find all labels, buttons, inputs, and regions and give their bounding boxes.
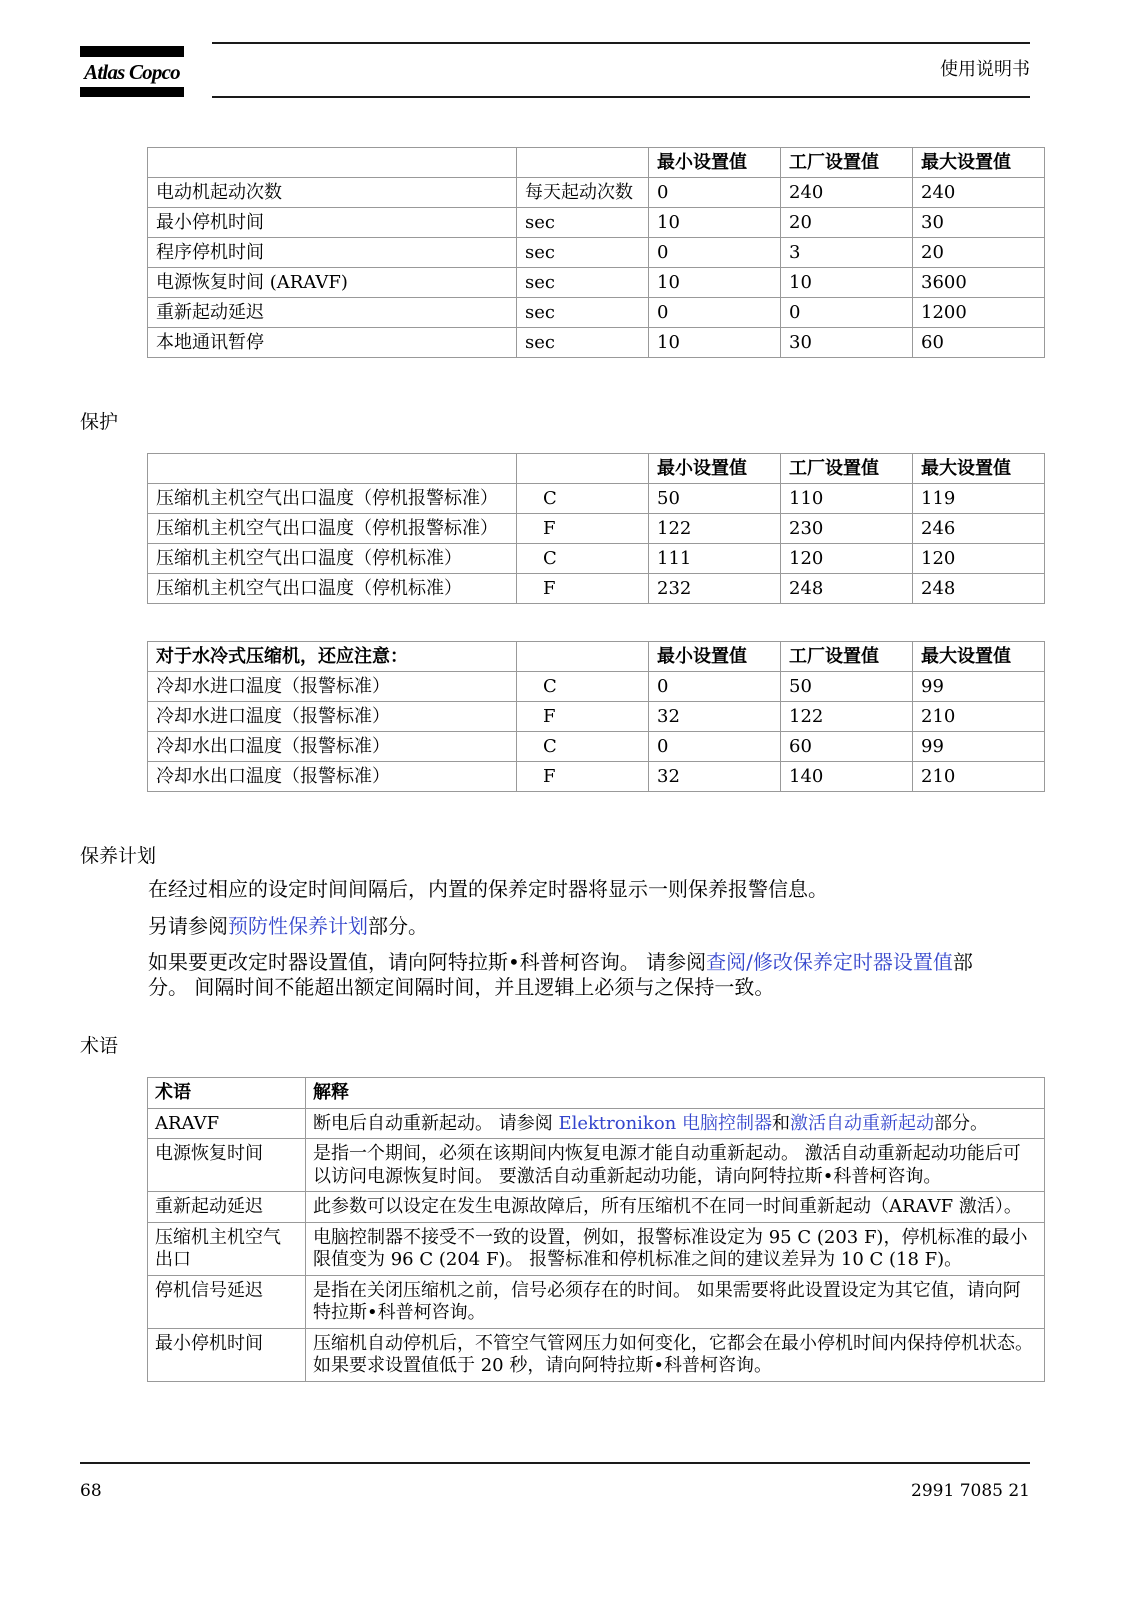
table-header-row: [148, 1078, 1045, 1109]
header-cell-title: 对于水冷式压缩机，还应注意：: [148, 642, 517, 672]
max-value-cell: 60: [913, 328, 1045, 358]
unit-cell: sec: [517, 208, 649, 238]
header-cell-factory: 工厂设置值: [781, 454, 913, 484]
max-value-cell: 240: [913, 178, 1045, 208]
header-cell-empty: [148, 454, 517, 484]
document-type-label: 使用说明书: [940, 59, 1030, 80]
max-value-cell: 3600: [913, 268, 1045, 298]
max-value-cell: 248: [913, 574, 1045, 604]
max-value-cell: 120: [913, 544, 1045, 574]
explanation-text: 部分。: [934, 1112, 988, 1134]
term-row: [148, 1275, 1045, 1328]
section-heading-protection: 保护: [80, 411, 119, 433]
factory-value-cell: 20: [781, 208, 913, 238]
min-value-cell: 10: [649, 268, 781, 298]
min-value-cell: 0: [649, 298, 781, 328]
factory-value-cell: 248: [781, 574, 913, 604]
header-cell-max: 最大设置值: [913, 148, 1045, 178]
table-row: [148, 762, 1045, 792]
unit-cell: sec: [517, 298, 649, 328]
unit-cell: F: [517, 762, 649, 792]
unit-cell: sec: [517, 268, 649, 298]
unit-cell: F: [517, 514, 649, 544]
setting-name-cell: 冷却水出口温度（报警标准）: [148, 732, 517, 762]
setting-name-cell: 重新起动延迟: [148, 298, 517, 328]
paragraph-text: 部分。: [368, 913, 428, 938]
explanation-cell: 是指在关闭压缩机之前，信号必须存在的时间。 如果需要将此设置设定为其它值，请向阿特拉斯•科普柯咨询。: [306, 1275, 1045, 1328]
term-cell: 重新起动延迟: [148, 1192, 306, 1223]
setting-name-cell: 压缩机主机空气出口温度（停机标准）: [148, 544, 517, 574]
logo-bottom-bar: [80, 87, 184, 97]
term-row: [148, 1108, 1045, 1139]
table-row: [148, 208, 1045, 238]
table-row: [148, 732, 1045, 762]
min-value-cell: 232: [649, 574, 781, 604]
paragraph: [148, 914, 988, 939]
max-value-cell: 20: [913, 238, 1045, 268]
header-cell-min: 最小设置值: [649, 454, 781, 484]
paragraph: [148, 950, 988, 1000]
section-heading-terminology: 术语: [80, 1035, 119, 1057]
table-row: [148, 238, 1045, 268]
term-cell: 停机信号延迟: [148, 1275, 306, 1328]
max-value-cell: 30: [913, 208, 1045, 238]
explanation-text: 和: [772, 1112, 790, 1134]
header-cell-min: 最小设置值: [649, 642, 781, 672]
factory-value-cell: 230: [781, 514, 913, 544]
setting-name-cell: 压缩机主机空气出口温度（停机报警标准）: [148, 484, 517, 514]
page-number: 68: [80, 1481, 102, 1501]
min-value-cell: 0: [649, 178, 781, 208]
unit-cell: F: [517, 574, 649, 604]
factory-value-cell: 140: [781, 762, 913, 792]
setting-name-cell: 程序停机时间: [148, 238, 517, 268]
maintenance-paragraphs: [148, 877, 988, 1012]
header-cell-term: 术语: [148, 1078, 306, 1109]
table-row: [148, 514, 1045, 544]
table-row: [148, 702, 1045, 732]
header-cell-factory: 工厂设置值: [781, 642, 913, 672]
unit-cell: 每天起动次数: [517, 178, 649, 208]
term-row: [148, 1139, 1045, 1192]
term-cell: 电源恢复时间: [148, 1139, 306, 1192]
table-row: [148, 544, 1045, 574]
min-value-cell: 50: [649, 484, 781, 514]
max-value-cell: 119: [913, 484, 1045, 514]
water-cooled-table: [147, 641, 1045, 792]
term-row: [148, 1192, 1045, 1223]
table-row: [148, 574, 1045, 604]
logo-top-bar: [80, 46, 184, 57]
header-top-rule: [212, 42, 1030, 44]
min-value-cell: 0: [649, 732, 781, 762]
footer-rule: [80, 1462, 1030, 1464]
explanation-cell: 此参数可以设定在发生电源故障后，所有压缩机不在同一时间重新起动（ARAVF 激活）。: [306, 1192, 1045, 1223]
setting-name-cell: 最小停机时间: [148, 208, 517, 238]
table-header-row: [148, 642, 1045, 672]
paragraph-text: 如果要更改定时器设置值，请向阿特拉斯•科普柯咨询。 请参阅: [148, 950, 707, 974]
paragraph: 在经过相应的设定时间间隔后，内置的保养定时器将显示一则保养报警信息。: [148, 877, 828, 901]
explanation-cell: 电脑控制器不接受不一致的设置，例如，报警标准设定为 95 C (203 F)，停机标准的最小限值变为 96 C (204 F)。 报警标准和停机标准之间的建议差异为 10 C (18 F)。: [306, 1222, 1045, 1275]
factory-value-cell: 240: [781, 178, 913, 208]
paragraph-text: 另请参阅: [148, 913, 228, 938]
min-value-cell: 122: [649, 514, 781, 544]
max-value-cell: 210: [913, 762, 1045, 792]
table-row: [148, 298, 1045, 328]
header-cell-factory: 工厂设置值: [781, 148, 913, 178]
setting-name-cell: 冷却水出口温度（报警标准）: [148, 762, 517, 792]
factory-value-cell: 120: [781, 544, 913, 574]
max-value-cell: 1200: [913, 298, 1045, 328]
document-number: 2991 7085 21: [911, 1481, 1030, 1501]
terminology-table: [147, 1077, 1045, 1382]
setting-name-cell: 冷却水进口温度（报警标准）: [148, 672, 517, 702]
min-value-cell: 10: [649, 328, 781, 358]
unit-cell: C: [517, 544, 649, 574]
link-preventive-maintenance-schedule[interactable]: 预防性保养计划: [228, 913, 368, 938]
unit-cell: sec: [517, 238, 649, 268]
unit-cell: C: [517, 672, 649, 702]
table-row: [148, 328, 1045, 358]
explanation-cell: 压缩机自动停机后，不管空气管网压力如何变化，它都会在最小停机时间内保持停机状态。 如果要求设置值低于 20 秒，请向阿特拉斯•科普柯咨询。: [306, 1328, 1045, 1381]
header-cell-empty: [517, 454, 649, 484]
min-value-cell: 32: [649, 702, 781, 732]
setting-name-cell: 压缩机主机空气出口温度（停机报警标准）: [148, 514, 517, 544]
factory-value-cell: 110: [781, 484, 913, 514]
paragraph-text: 部分。 间隔时间不能超出额定间隔时间，并且逻辑上必须与之保持一致。: [148, 950, 973, 999]
table-row: [148, 268, 1045, 298]
table-row: [148, 178, 1045, 208]
explanation-cell: [306, 1108, 1045, 1139]
max-value-cell: 99: [913, 732, 1045, 762]
settings-table: [147, 147, 1045, 358]
table-row: [148, 672, 1045, 702]
table-row: [148, 484, 1045, 514]
setting-name-cell: 电源恢复时间 (ARAVF): [148, 268, 517, 298]
max-value-cell: 99: [913, 672, 1045, 702]
header-cell-empty: [517, 148, 649, 178]
header-cell-explanation: 解释: [306, 1078, 1045, 1109]
setting-name-cell: 冷却水进口温度（报警标准）: [148, 702, 517, 732]
min-value-cell: 32: [649, 762, 781, 792]
factory-value-cell: 3: [781, 238, 913, 268]
table-header-row: [148, 148, 1045, 178]
explanation-cell: 是指一个期间，必须在该期间内恢复电源才能自动重新起动。 激活自动重新起动功能后可以访问电源恢复时间。 要激活自动重新起动功能，请向阿特拉斯•科普柯咨询。: [306, 1139, 1045, 1192]
header-cell-empty: [517, 642, 649, 672]
factory-value-cell: 60: [781, 732, 913, 762]
factory-value-cell: 10: [781, 268, 913, 298]
section-heading-maintenance: 保养计划: [80, 845, 157, 867]
explanation-text: 断电后自动重新起动。 请参阅: [313, 1112, 559, 1134]
term-row: [148, 1328, 1045, 1381]
min-value-cell: 0: [649, 672, 781, 702]
unit-cell: F: [517, 702, 649, 732]
term-row: [148, 1222, 1045, 1275]
header-cell-empty: [148, 148, 517, 178]
min-value-cell: 0: [649, 238, 781, 268]
header-cell-min: 最小设置值: [649, 148, 781, 178]
setting-name-cell: 压缩机主机空气出口温度（停机标准）: [148, 574, 517, 604]
link-view-modify-service-timer[interactable]: 查阅/修改保养定时器设置值: [706, 950, 953, 974]
atlas-copco-logo: [80, 46, 184, 97]
unit-cell: C: [517, 732, 649, 762]
table-header-row: [148, 454, 1045, 484]
term-cell: 最小停机时间: [148, 1328, 306, 1381]
unit-cell: C: [517, 484, 649, 514]
unit-cell: sec: [517, 328, 649, 358]
max-value-cell: 210: [913, 702, 1045, 732]
min-value-cell: 10: [649, 208, 781, 238]
max-value-cell: 246: [913, 514, 1045, 544]
header-cell-max: 最大设置值: [913, 454, 1045, 484]
min-value-cell: 111: [649, 544, 781, 574]
term-cell: 压缩机主机空气出口: [148, 1222, 306, 1275]
setting-name-cell: 电动机起动次数: [148, 178, 517, 208]
setting-name-cell: 本地通讯暂停: [148, 328, 517, 358]
logo-wordmark: Atlas Copco: [84, 60, 180, 84]
factory-value-cell: 122: [781, 702, 913, 732]
factory-value-cell: 30: [781, 328, 913, 358]
header-cell-max: 最大设置值: [913, 642, 1045, 672]
link-elektronikon-controller[interactable]: Elektronikon 电脑控制器: [558, 1112, 772, 1134]
link-activate-auto-restart[interactable]: 激活自动重新起动: [790, 1112, 934, 1134]
protection-table: [147, 453, 1045, 604]
header-bottom-rule: [212, 96, 1030, 98]
factory-value-cell: 0: [781, 298, 913, 328]
factory-value-cell: 50: [781, 672, 913, 702]
term-cell: ARAVF: [148, 1108, 306, 1139]
